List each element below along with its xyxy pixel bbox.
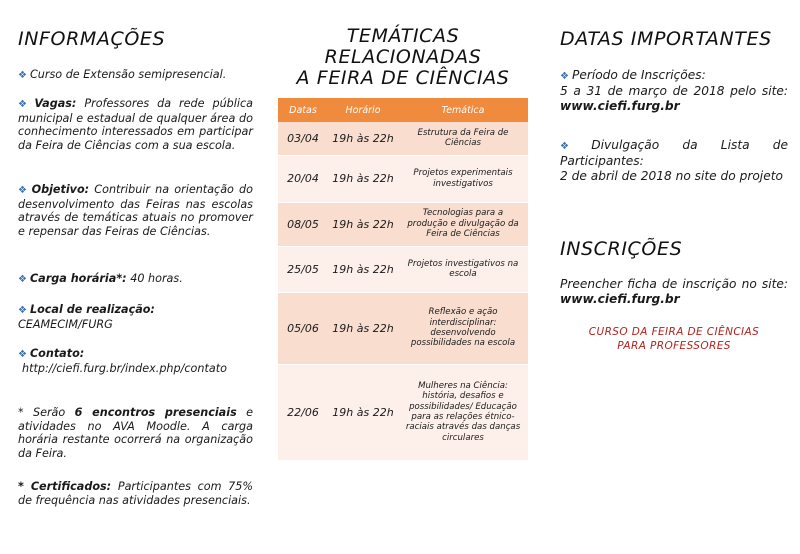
- tematicas-title-line1: TEMÁTICAS RELACIONADAS: [324, 25, 482, 68]
- diamond-bullet-icon: ❖: [18, 274, 27, 285]
- datas-title: DATAS IMPORTANTES: [560, 28, 772, 50]
- inscricoes-title: INSCRIÇÕES: [560, 238, 683, 260]
- row-theme: Projetos experimentais investigativos: [398, 155, 528, 202]
- diamond-bullet-icon: ❖: [560, 141, 589, 152]
- vagas-label: Vagas:: [34, 97, 77, 110]
- diamond-bullet-icon: ❖: [18, 305, 27, 316]
- info-title: INFORMAÇÕES: [18, 28, 166, 50]
- tematicas-table: [278, 98, 528, 461]
- row-date: 20/04: [278, 155, 328, 202]
- tematicas-title-line2: A FEIRA DE CIÊNCIAS: [296, 67, 510, 89]
- periodo-text: 5 a 31 de março de 2018 pelo site:: [560, 84, 788, 98]
- row-theme: Reflexão e ação interdisciplinar: desenvolvendo possibilidades na escola: [398, 292, 528, 364]
- row-theme: Tecnologias para a produção e divulgação da Feira de Ciências: [398, 202, 528, 246]
- diamond-bullet-icon: ❖: [560, 71, 569, 82]
- row-theme: Mulheres na Ciência: história, desafios e possibilidades/ Educação para as relações étnico-raciais através das danças circulares: [398, 364, 528, 460]
- row-time: 19h às 22h: [328, 155, 398, 202]
- diamond-bullet-icon: ❖: [18, 70, 27, 81]
- objetivo-label: Objetivo:: [31, 183, 90, 196]
- certificados-text: Participantes com 75% de frequência nas atividades presenciais.: [18, 480, 254, 507]
- note1-bold: 6 encontros presenciais: [74, 406, 237, 419]
- local-text: CEAMECIM/FURG: [18, 317, 113, 331]
- header-datas: Datas: [278, 98, 328, 122]
- table-row: [278, 202, 528, 246]
- diamond-bullet-icon: ❖: [18, 185, 29, 196]
- row-time: 19h às 22h: [328, 246, 398, 292]
- curso-feira-line2: PARA PROFESSORES: [617, 339, 731, 352]
- contato-label: Contato:: [29, 347, 85, 360]
- carga-item: [18, 272, 253, 287]
- objetivo-item: [18, 183, 253, 238]
- header-tematica: Temática: [398, 98, 528, 122]
- vagas-text: Professores da rede pública municipal e estadual de qualquer área do conhecimento interessados em participar da Feira de Ciências com a sua escola.: [18, 97, 253, 152]
- carga-text: 40 horas.: [126, 272, 183, 285]
- table-row: [278, 122, 528, 155]
- row-theme: Estrutura da Feira de Ciências: [398, 122, 528, 155]
- curso-feira-heading: [560, 326, 788, 353]
- vagas-item: [18, 97, 253, 152]
- inscricoes-text: Preencher ficha de inscrição no site:: [560, 277, 788, 291]
- local-label: Local de realização:: [29, 303, 155, 316]
- diamond-bullet-icon: ❖: [18, 349, 27, 360]
- inscricoes-site-link[interactable]: www.ciefi.furg.br: [560, 292, 680, 306]
- curso-feira-line1: CURSO DA FEIRA DE CIÊNCIAS: [588, 326, 760, 338]
- curso-item: [18, 68, 253, 83]
- row-theme: Projetos investigativos na escola: [398, 246, 528, 292]
- row-time: 19h às 22h: [328, 292, 398, 364]
- table-row: [278, 364, 528, 460]
- periodo-label: Período de Inscrições:: [571, 68, 706, 82]
- contato-link[interactable]: http://ciefi.furg.br/index.php/contato: [22, 361, 227, 375]
- carga-label: Carga horária*:: [29, 272, 127, 285]
- row-date: 25/05: [278, 246, 328, 292]
- divulgacao-item: [560, 138, 788, 184]
- tematicas-title: [278, 26, 528, 89]
- row-date: 03/04: [278, 122, 328, 155]
- row-time: 19h às 22h: [328, 202, 398, 246]
- row-date: 22/06: [278, 364, 328, 460]
- row-time: 19h às 22h: [328, 122, 398, 155]
- row-date: 05/06: [278, 292, 328, 364]
- periodo-item: [560, 68, 788, 114]
- periodo-site-link[interactable]: www.ciefi.furg.br: [560, 99, 680, 113]
- objetivo-text: Contribuir na orientação do desenvolvimento das Feiras nas escolas através de temáticas atuais no promover e repensar das Feiras de Ciências.: [18, 183, 253, 238]
- header-horario: Horário: [328, 98, 398, 122]
- contato-item: [18, 347, 253, 375]
- divulgacao-label: Divulgação da Lista de Participantes:: [560, 138, 788, 168]
- encontros-note: [18, 406, 253, 460]
- certificados-note: [18, 480, 253, 507]
- table-header-row: [278, 98, 528, 122]
- row-time: 19h às 22h: [328, 364, 398, 460]
- diamond-bullet-icon: ❖: [18, 99, 32, 110]
- inscricoes-item: [560, 277, 788, 307]
- certificados-label: * Certificados:: [18, 480, 112, 493]
- table-row: [278, 292, 528, 364]
- row-date: 08/05: [278, 202, 328, 246]
- local-item: [18, 303, 253, 331]
- table-row: [278, 155, 528, 202]
- note1-prefix: * Serão: [18, 406, 75, 419]
- table-row: [278, 246, 528, 292]
- note1-text: e atividades no AVA Moodle. A carga horária restante ocorrerá na organização da Feira.: [18, 406, 253, 460]
- curso-text: Curso de Extensão semipresencial.: [29, 68, 227, 81]
- divulgacao-text: 2 de abril de 2018 no site do projeto: [560, 169, 783, 183]
